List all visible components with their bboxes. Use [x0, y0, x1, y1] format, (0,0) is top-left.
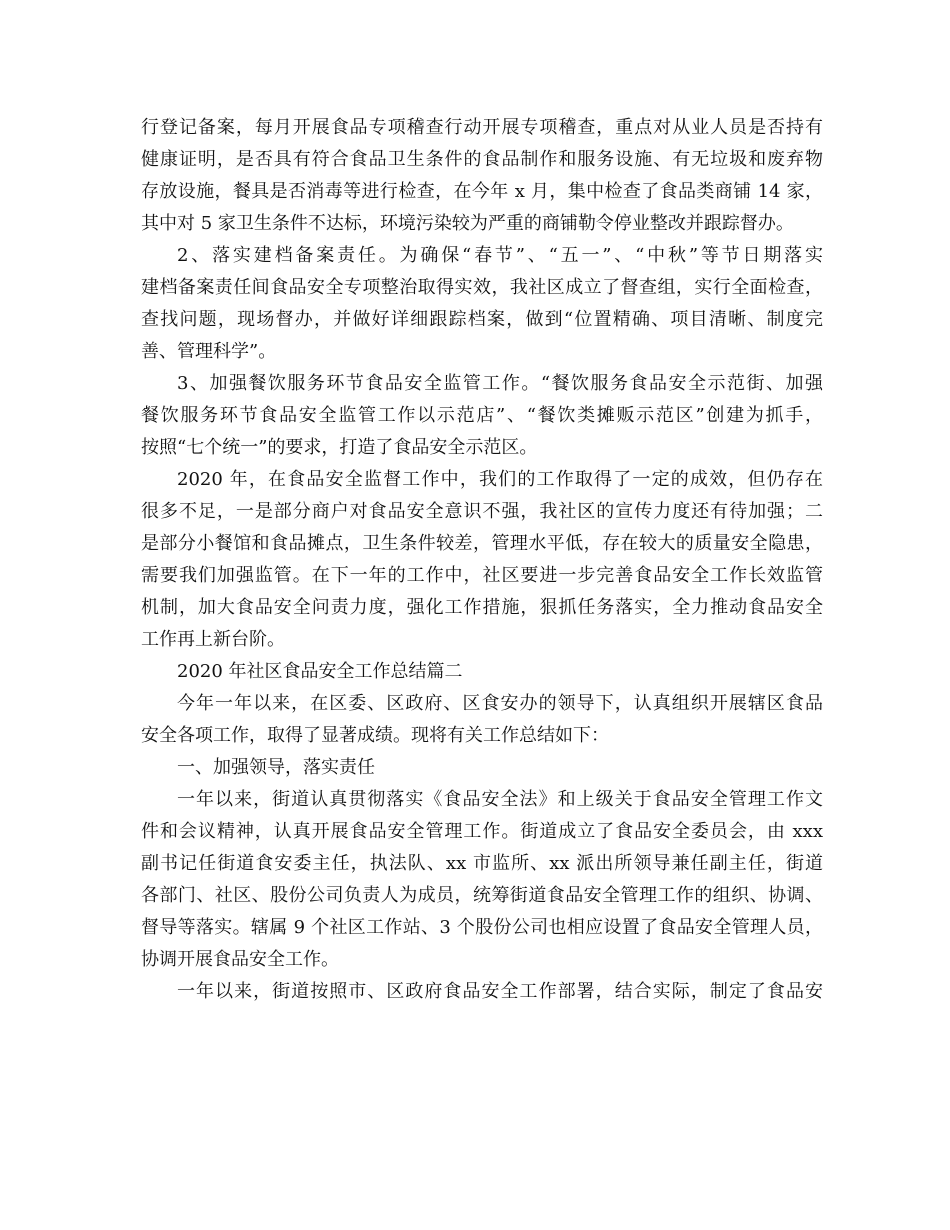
text-line: 2020 年社区食品安全工作总结篇二 [177, 661, 463, 682]
text-line: 各部门、社区、股份公司负责人为成员，统筹街道食品安全管理工作的组织、协调、 [141, 885, 823, 906]
text-line: 很多不足，一是部分商户对食品安全意识不强，我社区的宣传力度还有待加强；二 [141, 501, 823, 522]
text-line: 2020 年，在食品安全监督工作中，我们的工作取得了一定的成效，但仍存在 [177, 469, 823, 490]
text-line: 机制，加大食品安全问责力度，强化工作措施，狠抓任务落实，全力推动食品安全 [141, 597, 823, 618]
text-line: 按照“七个统一”的要求，打造了食品安全示范区。 [141, 437, 538, 458]
text-line: 善、管理科学”。 [141, 341, 277, 362]
text-line: 其中对 5 家卫生条件不达标，环境污染较为严重的商铺勒令停业整改并跟踪督办。 [141, 213, 794, 234]
text-line: 是部分小餐馆和食品摊点，卫生条件较差，管理水平低，存在较大的质量安全隐患， [141, 533, 823, 554]
text-line: 副书记任街道食安委主任，执法队、xx 市监所、xx 派出所领导兼任副主任，街道 [141, 853, 823, 874]
text-line: 2、落实建档备案责任。为确保“春节”、“五一”、“中秋”等节日期落实 [177, 245, 823, 266]
text-line: 需要我们加强监管。在下一年的工作中，社区要进一步完善食品安全工作长效监管 [141, 565, 823, 586]
text-line: 今年一年以来，在区委、区政府、区食安办的领导下，认真组织开展辖区食品 [177, 693, 823, 714]
text-line: 件和会议精神，认真开展食品安全管理工作。街道成立了食品安全委员会，由 xxx [141, 821, 823, 842]
text-line: 工作再上新台阶。 [141, 629, 285, 650]
text-line: 一、加强领导，落实责任 [177, 757, 375, 778]
text-line: 协调开展食品安全工作。 [141, 949, 339, 970]
text-line: 安全各项工作，取得了显著成绩。现将有关工作总结如下： [141, 725, 609, 746]
text-line: 查找问题，现场督办，并做好详细跟踪档案，做到“位置精确、项目清晰、制度完 [141, 309, 823, 330]
text-line: 一年以来，街道按照市、区政府食品安全工作部署，结合实际，制定了食品安 [177, 981, 823, 1002]
text-line: 建档备案责任间食品安全专项整治取得实效，我社区成立了督查组，实行全面检查， [141, 277, 823, 298]
text-line: 行登记备案，每月开展食品专项稽查行动开展专项稽查，重点对从业人员是否持有 [141, 117, 823, 138]
text-line: 餐饮服务环节食品安全监管工作以示范店”、“餐饮类摊贩示范区”创建为抓手， [141, 405, 823, 426]
text-line: 督导等落实。辖属 9 个社区工作站、3 个股份公司也相应设置了食品安全管理人员， [141, 917, 823, 938]
text-line: 健康证明，是否具有符合食品卫生条件的食品制作和服务设施、有无垃圾和废弃物 [141, 149, 823, 170]
text-line: 存放设施，餐具是否消毒等进行检查，在今年 x 月，集中检查了食品类商铺 14 家， [141, 181, 823, 202]
body-text [141, 112, 823, 1008]
text-line: 3、加强餐饮服务环节食品安全监管工作。“餐饮服务食品安全示范街、加强 [177, 373, 823, 394]
text-line: 一年以来，街道认真贯彻落实《食品安全法》和上级关于食品安全管理工作文 [177, 789, 823, 810]
